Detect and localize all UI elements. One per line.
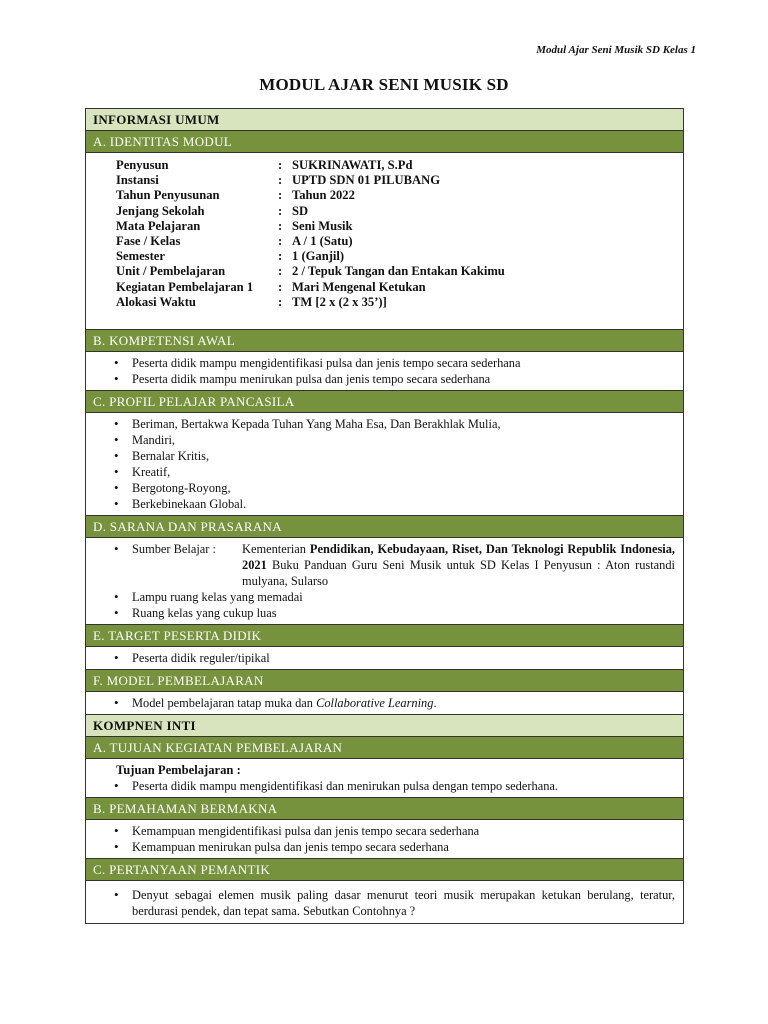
kompetensi-block [86, 352, 683, 391]
list-item: • Mandiri, [108, 432, 675, 448]
list-item: • Denyut sebagai elemen musik paling dasar menurut teori musik merupakan ketukan berulang, teratur, berdurasi pendek, dan tepat sama. Sebutkan Contohnya ? [108, 887, 675, 919]
model-block [86, 692, 683, 715]
sarana-block [86, 538, 683, 625]
list-item: • Peserta didik mampu menirukan pulsa dan jenis tempo secara sederhana [108, 371, 675, 387]
field-mata-pelajaran: Mata Pelajaran : Seni Musik [116, 218, 353, 233]
field-fase-kelas: Fase / Kelas : A / 1 (Satu) [116, 234, 353, 249]
module-table [85, 108, 684, 924]
list-item: • Model pembelajaran tatap muka dan Collaborative Learning. [108, 695, 675, 711]
section-komponen-inti: KOMPNEN INTI [86, 715, 683, 737]
list-item: • Bernalar Kritis, [108, 448, 675, 464]
list-item: • Beriman, Bertakwa Kepada Tuhan Yang Maha Esa, Dan Berakhlak Mulia, [108, 416, 675, 432]
list-item: • Kemampuan menirukan pulsa dan jenis tempo secara sederhana [108, 839, 675, 855]
pemahaman-block [86, 820, 683, 859]
heading-target-peserta: E. TARGET PESERTA DIDIK [86, 625, 683, 647]
heading-kompetensi-awal: B. KOMPETENSI AWAL [86, 330, 683, 352]
profil-block [86, 413, 683, 516]
field-unit-pembelajaran: Unit / Pembelajaran : 2 / Tepuk Tangan dan Entakan Kakimu [116, 264, 505, 279]
list-item: • Peserta didik mampu mengidentifikasi pulsa dan jenis tempo secara sederhana [108, 355, 675, 371]
field-kegiatan-pembelajaran: Kegiatan Pembelajaran 1 : Mari Mengenal Ketukan [116, 279, 426, 294]
tujuan-block [86, 759, 683, 798]
heading-tujuan-kegiatan: A. TUJUAN KEGIATAN PEMBELAJARAN [86, 737, 683, 759]
tujuan-title: Tujuan Pembelajaran : [116, 763, 241, 777]
pertanyaan-block [86, 881, 683, 923]
list-item: • Berkebinekaan Global. [108, 496, 675, 512]
list-item: • Peserta didik mampu mengidentifikasi dan menirukan pulsa dengan tempo sederhana. [108, 778, 675, 794]
list-item: • Lampu ruang kelas yang memadai [108, 589, 675, 605]
document-title: MODUL AJAR SENI MUSIK SD [259, 75, 509, 94]
list-item: • Ruang kelas yang cukup luas [108, 605, 675, 621]
heading-pertanyaan-pemantik: C. PERTANYAAN PEMANTIK [86, 859, 683, 881]
list-item: • Peserta didik reguler/tipikal [108, 650, 675, 666]
heading-sarana-prasarana: D. SARANA DAN PRASARANA [86, 516, 683, 538]
list-item: • Kreatif, [108, 464, 675, 480]
field-jenjang-sekolah: Jenjang Sekolah : SD [116, 203, 309, 218]
field-alokasi-waktu: Alokasi Waktu : TM [2 x (2 x 35’)] [116, 294, 387, 309]
section-informasi-umum: INFORMASI UMUM [86, 109, 683, 131]
sumber-label: • Sumber Belajar : [132, 542, 216, 556]
running-header: Modul Ajar Seni Musik SD Kelas 1 [536, 44, 696, 56]
field-penyusun: Penyusun : SUKRINAWATI, S.Pd [116, 158, 413, 172]
list-item: • Kemampuan mengidentifikasi pulsa dan jenis tempo secara sederhana [108, 823, 675, 839]
field-tahun-penyusunan: Tahun Penyusunan : Tahun 2022 [116, 188, 355, 203]
heading-profil-pelajar: C. PROFIL PELAJAR PANCASILA [86, 391, 683, 413]
list-item: • Bergotong-Royong, [108, 480, 675, 496]
heading-model-pembelajaran: F. MODEL PEMBELAJARAN [86, 670, 683, 692]
field-semester: Semester : 1 (Ganjil) [116, 249, 345, 264]
field-instansi: Instansi : UPTD SDN 01 PILUBANG [116, 173, 440, 188]
target-block [86, 647, 683, 670]
sumber-text: Kementerian Pendidikan, Kebudayaan, Riset, Dan Teknologi Republik Indonesia, 2021 Buku Panduan Guru Seni Musik untuk SD Kelas I Penyusun : Aton rustandi mulyana, Sularso [242, 542, 676, 588]
heading-pemahaman-bermakna: B. PEMAHAMAN BERMAKNA [86, 798, 683, 820]
identitas-block [86, 153, 683, 330]
heading-identitas-modul: A. IDENTITAS MODUL [86, 131, 683, 153]
list-item-sumber-belajar [108, 541, 675, 589]
